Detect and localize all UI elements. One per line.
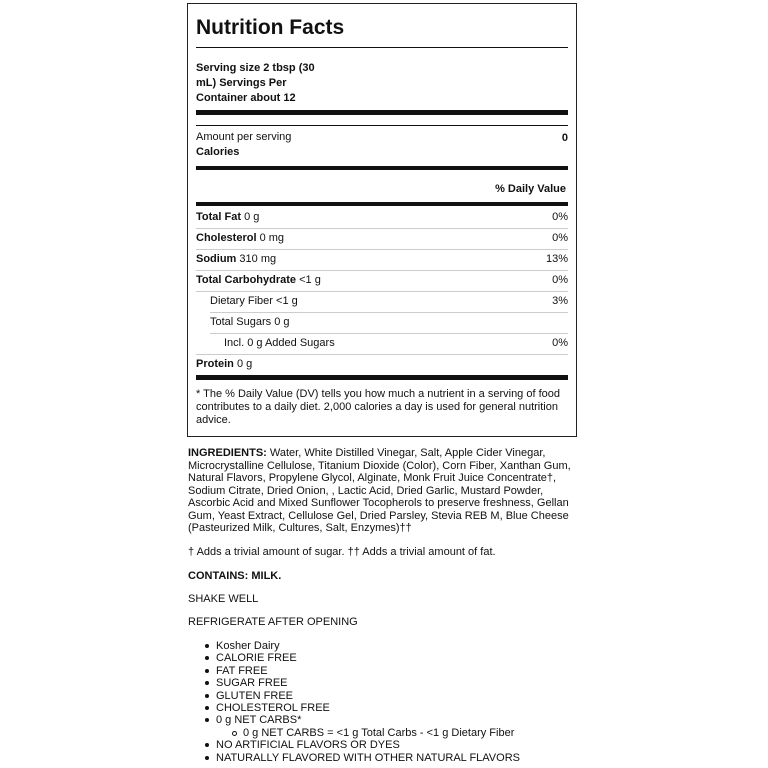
claim-item: FAT FREE [188,665,580,677]
nutrient-name: Incl. 0 g Added Sugars [224,337,335,349]
nutrition-facts-label [187,3,577,437]
thick-rule-serving [196,110,568,115]
thin-rule-amount [196,125,568,126]
serving-line-1: Serving size 2 tbsp (30 [196,62,315,74]
nutrient-name: Sodium 310 mg [196,253,277,265]
title-rule [196,47,568,48]
nutrient-row-added-sugars [196,333,568,354]
daily-value-footnote: * The % Daily Value (DV) tells you how much a nutrient in a serving of food contributes to a daily diet. 2,000 calories a day is used for general nutrition advice. [196,388,560,426]
ingredients-line-6: Gum, Yeast Extract, Cellulose Gel, Dried Parsley, Stevia REB M, Blue Cheese [188,509,569,522]
nutrient-name: Total Sugars 0 g [210,316,290,328]
claim-item: CALORIE FREE [188,652,580,664]
nutrient-dv: 0% [552,232,568,244]
ingredients-line-2: Microcrystalline Cellulose, Titanium Dioxide (Color), Corn Fiber, Xanthan Gum, [188,459,571,472]
nutrient-dv: 0% [552,211,568,223]
nutrient-name: Cholesterol 0 mg [196,232,285,244]
calories-label: Calories [196,146,240,158]
claims-list [188,640,580,764]
nutrient-row-total-fat [196,207,568,228]
claim-item: NO ARTIFICIAL FLAVORS OR DYES [188,739,580,751]
nutrient-name: Dietary Fiber <1 g [210,295,298,307]
trivial-amount-note: † Adds a trivial amount of sugar. †† Adds a trivial amount of fat. [188,546,496,558]
nutrient-row-total-sugars [196,312,568,333]
claim-item: NATURALLY FLAVORED WITH OTHER NATURAL FLAVORS [188,752,580,764]
thick-rule-calories [196,166,568,170]
nutrient-row-protein [196,354,568,375]
refrigerate-text: REFRIGERATE AFTER OPENING [188,616,358,628]
nutrient-row-sodium [196,249,568,270]
nutrient-row-total-carbohydrate [196,270,568,291]
ingredients-line-1: INGREDIENTS: Water, White Distilled Vinegar, Salt, Apple Cider Vinegar, [188,447,546,459]
claim-net-carbs-label: 0 g NET CARBS* [216,714,302,727]
nutrition-facts-title: Nutrition Facts [196,16,345,39]
calories-value: 0 [561,132,568,144]
thick-rule-protein [196,375,568,380]
nutrient-row-cholesterol [196,228,568,249]
ingredients-heading: INGREDIENTS: [188,447,267,459]
claim-item: Kosher Dairy [188,640,580,652]
nutrition-facts-inner [196,4,568,436]
nutrient-dv: 0% [552,274,568,286]
amount-per-serving: Amount per serving [196,131,292,143]
nutrient-dv: 0% [552,337,568,349]
serving-line-3: Container about 12 [196,92,296,104]
ingredients-line-5: Ascorbic Acid and Mixed Sunflower Tocopherols to preserve freshness, Gellan [188,497,569,509]
net-carbs-explanation: 0 g NET CARBS = <1 g Total Carbs - <1 g Dietary Fiber [216,727,580,739]
ingredients-block [188,447,580,535]
nutrient-name: Total Fat 0 g [196,211,260,223]
nutrient-dv: 13% [545,253,568,265]
ingredients-line-3: Natural Flavors, Propylene Glycol, Alginate, Monk Fruit Juice Concentrate†, [188,472,557,484]
ingredients-line-4: Sodium Citrate, Dried Onion, , Lactic Acid, Dried Garlic, Mustard Powder, [188,484,544,497]
nutrient-dv: 3% [552,295,568,307]
shake-well-text: SHAKE WELL [188,593,259,605]
serving-size [196,61,356,106]
allergen-statement: CONTAINS: MILK. [188,570,282,582]
net-carbs-sublist [216,727,580,739]
serving-line-2: mL) Servings Per [196,77,287,89]
nutrient-name: Protein 0 g [196,358,253,370]
claim-item: GLUTEN FREE [188,690,580,702]
claim-item: SUGAR FREE [188,677,580,689]
daily-value-header: % Daily Value [495,183,566,195]
nutrient-name: Total Carbohydrate <1 g [196,274,321,286]
claim-item-net-carbs [188,714,580,739]
claim-item: CHOLESTEROL FREE [188,702,580,714]
nutrient-row-dietary-fiber [196,291,568,312]
product-claims [188,640,580,764]
ingredients-line-7: (Pasteurized Milk, Cultures, Salt, Enzymes)†† [188,522,412,534]
thick-rule-dv [196,202,568,206]
